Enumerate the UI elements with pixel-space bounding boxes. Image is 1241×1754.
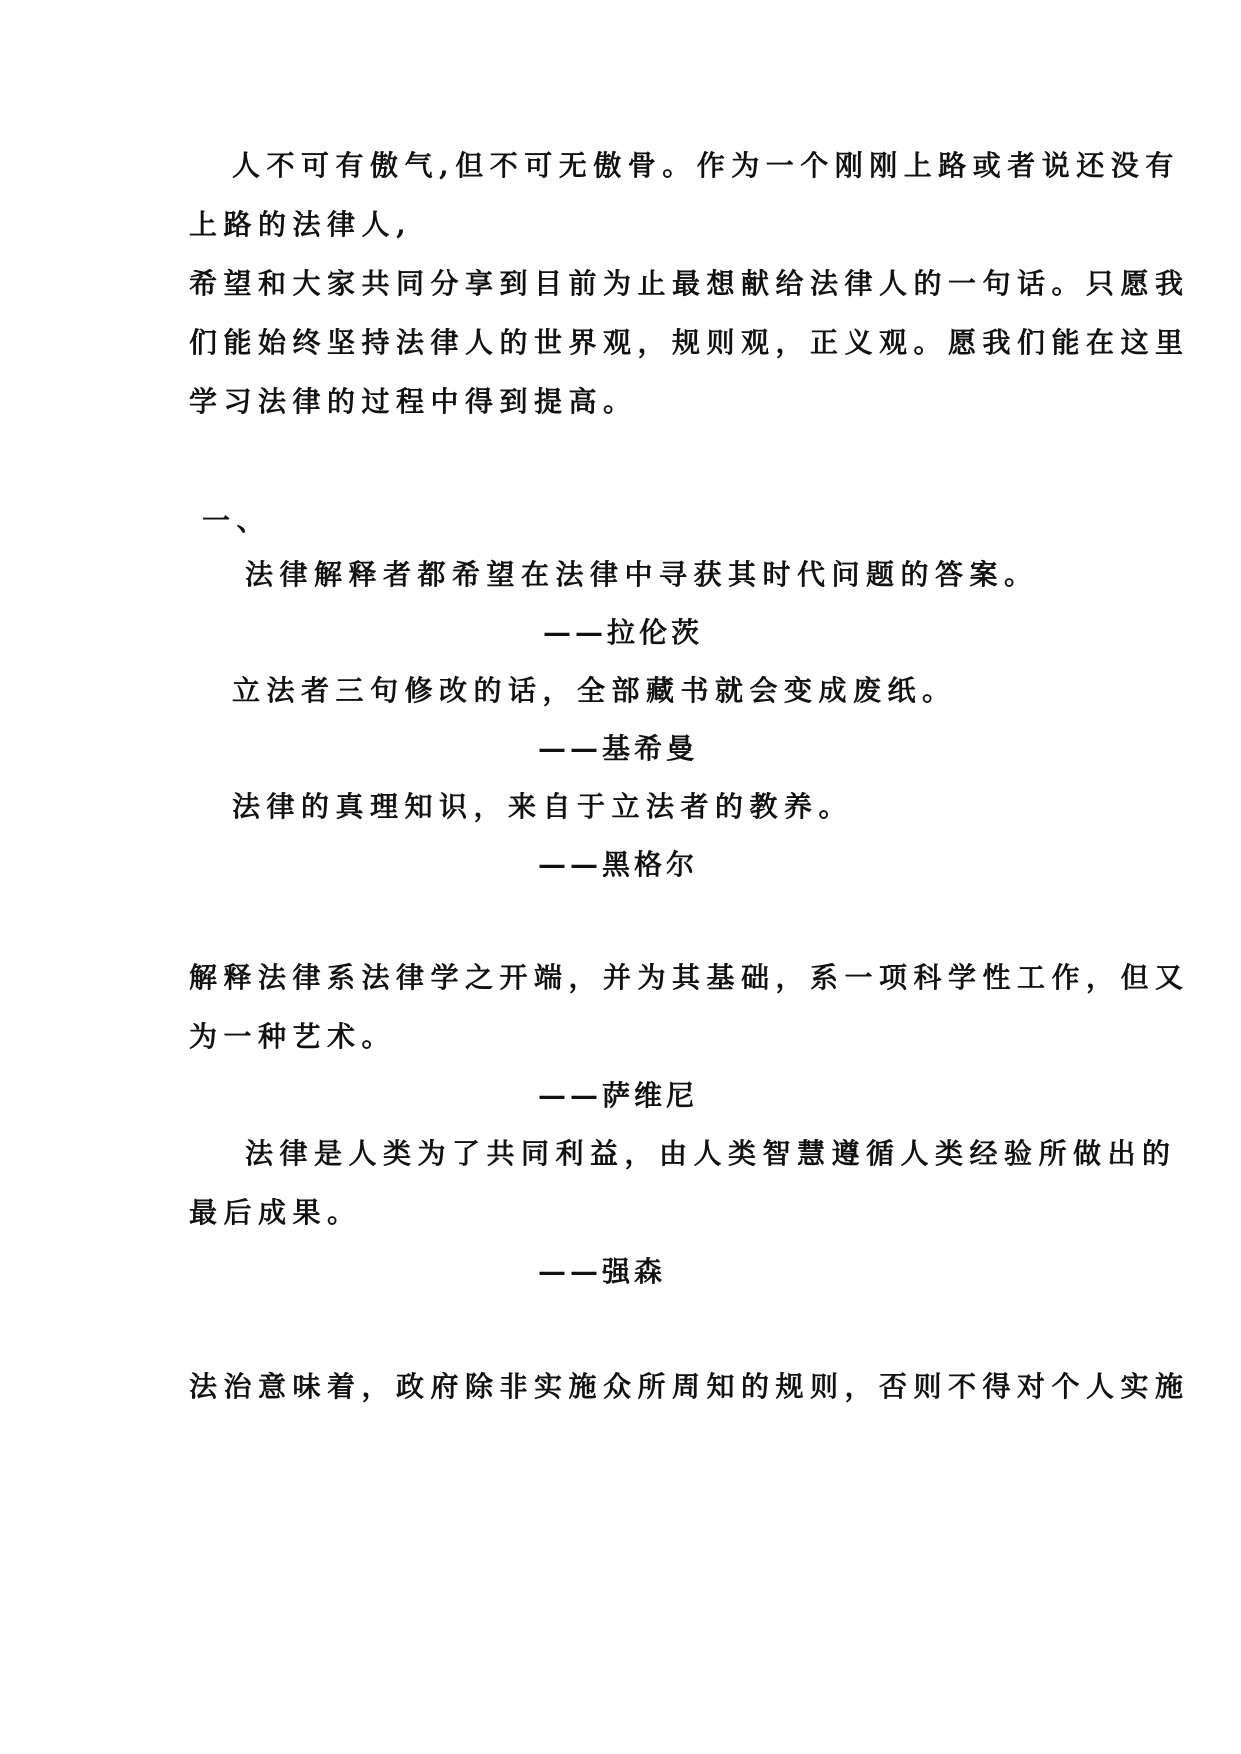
intro-line-3: 希望和大家共同分享到目前为止最想献给法律人的一句话。只愿我: [189, 267, 1190, 300]
quote-1-line-1: 法律解释者都希望在法律中寻获其时代问题的答案。: [245, 558, 1039, 591]
intro-line-5: 学习法律的过程中得到提高。: [189, 385, 638, 418]
quote-5-author: ——强森: [538, 1255, 667, 1288]
intro-line-4: 们能始终坚持法律人的世界观，规则观，正义观。愿我们能在这里: [189, 326, 1190, 359]
intro-line-2: 上路的法律人,: [189, 208, 413, 241]
quote-4-line-2: 为一种艺术。: [189, 1020, 397, 1053]
quote-2-author: ——基希曼: [538, 732, 699, 765]
section-heading: 一、: [202, 504, 272, 537]
quote-5-line-2: 最后成果。: [189, 1196, 362, 1229]
quote-5-line-1: 法律是人类为了共同利益，由人类智慧遵循人类经验所做出的: [245, 1137, 1177, 1170]
quote-3-author: ——黑格尔: [538, 848, 699, 881]
quote-1-author: ——拉伦茨: [543, 616, 704, 649]
quote-2-line-1: 立法者三句修改的话，全部藏书就会变成废纸。: [232, 674, 957, 707]
quote-4-line-1: 解释法律系法律学之开端，并为其基础，系一项科学性工作，但又: [189, 961, 1190, 994]
quote-4-author: ——萨维尼: [538, 1079, 699, 1112]
quote-3-line-1: 法律的真理知识，来自于立法者的教养。: [232, 790, 854, 823]
intro-line-1: 人不可有傲气,但不可无傲骨。作为一个刚刚上路或者说还没有: [232, 149, 1180, 182]
quote-6-line-1: 法治意味着，政府除非实施众所周知的规则，否则不得对个人实施: [189, 1370, 1190, 1403]
